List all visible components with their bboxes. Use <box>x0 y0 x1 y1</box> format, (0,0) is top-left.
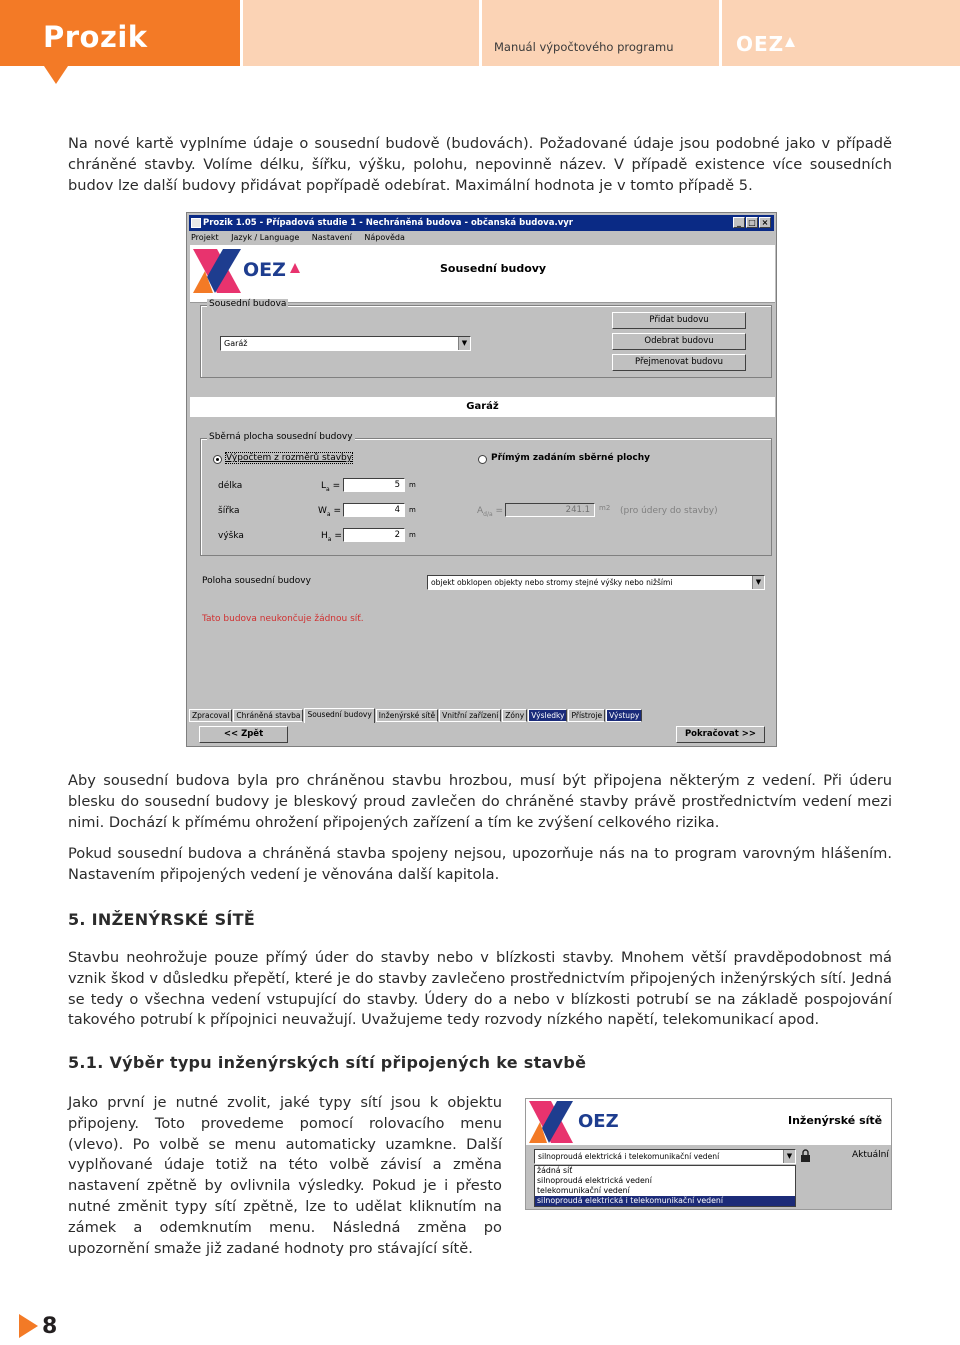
next-button[interactable]: Pokračovat >> <box>676 726 765 743</box>
radio-calc[interactable] <box>213 455 222 464</box>
length-input[interactable]: 5 <box>343 478 405 492</box>
ad-symbol: $A_{d/a}$ = <box>477 506 504 518</box>
brand-notch <box>44 66 68 84</box>
paragraph-warning: Pokud sousední budova a chráněná stavba spojeny nejsou, upozorňuje nás na to program varovným hlášením. Nastavením připojených vedení je věnována další kapitola. <box>68 845 892 883</box>
menu-projekt[interactable]: Projekt <box>191 233 219 242</box>
width-symbol: $W_a$ = <box>318 506 341 518</box>
tab-chranena-stavba[interactable]: Chráněná stavba <box>233 709 303 722</box>
page-header <box>0 0 960 66</box>
width-unit: m <box>409 506 416 514</box>
option-none[interactable]: žádná síť <box>537 1166 573 1175</box>
tab-pristroje[interactable]: Přístroje <box>568 709 605 722</box>
position-select[interactable] <box>427 575 765 590</box>
radio-calc-label[interactable]: Výpočtem z rozměrů stavby <box>226 453 353 463</box>
building-name-bar: Garáž <box>190 397 775 417</box>
section-5-heading: 5. INŽENÝRSKÉ SÍTĚ <box>68 910 256 929</box>
app-window-screenshot <box>186 212 777 747</box>
page-number: 8 <box>42 1314 58 1339</box>
radio-direct-label[interactable]: Přímým zadáním sběrné plochy <box>491 453 651 463</box>
warning-message: Tato budova neukončuje žádnou síť. <box>202 614 364 624</box>
option-power[interactable]: silnoproudá elektrická vedení <box>537 1176 652 1185</box>
brand-title: Prozik <box>43 20 148 54</box>
minimize-button[interactable]: _ <box>733 217 745 228</box>
shot2-side-label: Aktuální <box>852 1150 889 1160</box>
window-title: Prozik 1.05 - Případová studie 1 - Nechráněná budova - občanská budova.vyr <box>203 218 573 228</box>
shot2-banner <box>526 1099 891 1145</box>
ad-input: 241.1 <box>505 503 595 517</box>
menu-bar <box>189 231 774 245</box>
paragraph-network-types: Jako první je nutné zvolit, jaké typy sítí jsou k objektu připojeny. Toto provedeme pomocí rolovacího menu (vlevo). Po volbě se menu automaticky uzamkne. Další vyplňované údaje totiž na této volbě závisí a změna nastavení zpětně by ovlivnila výsledky. Pokud je i přesto nutné změnit typy sítí zpětně, lze to udělat kliknutím na zámek a odemknutím menu. Následná změna po upozornění smaže již zadané hodnoty pro stávající sítě. <box>68 1094 502 1257</box>
tab-vnitrni-zarizeni[interactable]: Vnitřní zařízení <box>439 709 501 722</box>
menu-napoveda[interactable]: Nápověda <box>364 233 405 242</box>
header-band <box>243 0 479 66</box>
option-both[interactable]: silnoproudá elektrická i telekomunikační vedení <box>535 1196 795 1206</box>
height-label: výška <box>218 531 244 541</box>
menu-nastaveni[interactable]: Nastavení <box>311 233 352 242</box>
tab-zpracoval[interactable]: Zpracoval <box>189 709 232 722</box>
tab-vystupy[interactable]: Výstupy <box>606 709 642 722</box>
manual-title: Manuál výpočtového programu <box>494 40 674 54</box>
app-banner <box>190 245 775 303</box>
rename-building-button[interactable]: Přejmenovat budovu <box>612 354 746 371</box>
app-logo-text: OEZ <box>243 259 286 281</box>
shot2-logo-text: OEZ <box>578 1111 619 1132</box>
oez-logo-mark-icon <box>529 1101 573 1143</box>
logo-triangle-icon <box>785 37 795 47</box>
network-select-value: silnoproudá elektrická i telekomunikační vedení <box>538 1152 720 1161</box>
section-5-1-heading: 5.1. Výběr typu inženýrských sítí připojených ke stavbě <box>68 1053 587 1072</box>
position-select-value: objekt obklopen objekty nebo stromy stejné výšky nebo nižšími <box>431 578 673 587</box>
close-button[interactable]: × <box>759 217 771 228</box>
app-page-title: Sousední budovy <box>440 262 547 275</box>
length-symbol: $L_a$ = <box>321 481 341 493</box>
oez-logo: OEZ <box>736 32 785 56</box>
height-input[interactable]: 2 <box>343 528 405 542</box>
menu-jazyk[interactable]: Jazyk / Language <box>231 233 300 242</box>
ad-unit: m2 <box>599 504 611 512</box>
group-collection-area <box>200 432 772 556</box>
tab-inzenyrske-site[interactable]: Inženýrské sítě <box>376 709 438 722</box>
intro-paragraph: Na nové kartě vyplníme údaje o sousední budově (budovách). Požadované údaje jsou podobné jako v případě chráněné stavby. Volíme délku, šířku, výšku, polohu, nepovinně název. V případě existence více sousedních budov lze další budovy přidávat popřípadě odebírat. Maximální hodnota je v tomto případě 5. <box>68 135 892 194</box>
ad-note: (pro údery do stavby) <box>620 506 718 516</box>
paragraph-connection: Aby sousední budova byla pro chráněnou stavbu hrozbou, musí být připojena některým z vedení. Při úderu blesku do sousední budovy je bleskový proud zavlečen do chráněné stavby právě prostřednictvím vedení mezi nimi. Dochází k přímému ohrožení připojených zařízení a tím ke zvýšení celkového rizika. <box>68 772 892 831</box>
app-icon <box>191 218 201 228</box>
group-neighbour-building <box>200 299 772 378</box>
network-options-list <box>534 1165 796 1207</box>
brand-block <box>0 0 240 66</box>
length-label: délka <box>218 481 243 491</box>
window-titlebar <box>189 215 774 231</box>
chevron-down-icon: ▼ <box>783 1150 795 1163</box>
header-manual-block <box>482 0 719 66</box>
width-label: šířka <box>218 506 240 516</box>
tab-strip <box>189 709 643 723</box>
logo-triangle-icon <box>290 263 300 273</box>
page-arrow-icon <box>19 1314 38 1338</box>
add-building-button[interactable]: Přidat budovu <box>612 312 746 329</box>
lock-icon[interactable] <box>800 1149 811 1163</box>
building-select[interactable] <box>220 336 471 351</box>
height-symbol: $H_a$ = <box>321 531 342 543</box>
header-logo-block <box>722 0 960 66</box>
nav-bar <box>189 724 774 745</box>
tab-zony[interactable]: Zóny <box>502 709 527 722</box>
radio-direct[interactable] <box>478 455 487 464</box>
maximize-button[interactable]: □ <box>746 217 758 228</box>
length-unit: m <box>409 481 416 489</box>
tab-sousedni-budovy[interactable]: Sousední budovy <box>304 708 374 723</box>
oez-logo-mark-icon <box>193 249 241 293</box>
group-label: Sousední budova <box>209 299 287 309</box>
width-input[interactable]: 4 <box>343 503 405 517</box>
back-button[interactable]: << Zpět <box>199 726 288 743</box>
option-telecom[interactable]: telekomunikační vedení <box>537 1186 630 1195</box>
chevron-down-icon: ▼ <box>458 337 470 350</box>
position-label: Poloha sousední budovy <box>202 576 311 586</box>
group-label: Sběrná plocha sousední budovy <box>209 432 353 442</box>
remove-building-button[interactable]: Odebrat budovu <box>612 333 746 350</box>
paragraph-networks: Stavbu neohrožuje pouze přímý úder do stavby nebo v blízkosti stavby. Mnohem větší pravděpodobnost má vznik škod v důsledku přepětí, které je do stavby zavlečeno prostřednictvím připojených inženýrských sítí. Jedná se tedy o všechna vedení vstupující do stavby. Údery do a nebo v blízkosti potrubí se na základě pospojování takového potrubí k přípojnici neuvažují. Uvažujeme tedy rozvody nízkého napětí, telekomunikací apod. <box>68 949 892 1029</box>
network-select-screenshot <box>525 1098 892 1210</box>
network-select[interactable] <box>534 1149 796 1164</box>
shot2-title: Inženýrské sítě <box>788 1114 883 1127</box>
tab-vysledky[interactable]: Výsledky <box>528 709 567 722</box>
chevron-down-icon: ▼ <box>752 576 764 589</box>
height-unit: m <box>409 531 416 539</box>
building-select-value: Garáž <box>224 339 248 348</box>
